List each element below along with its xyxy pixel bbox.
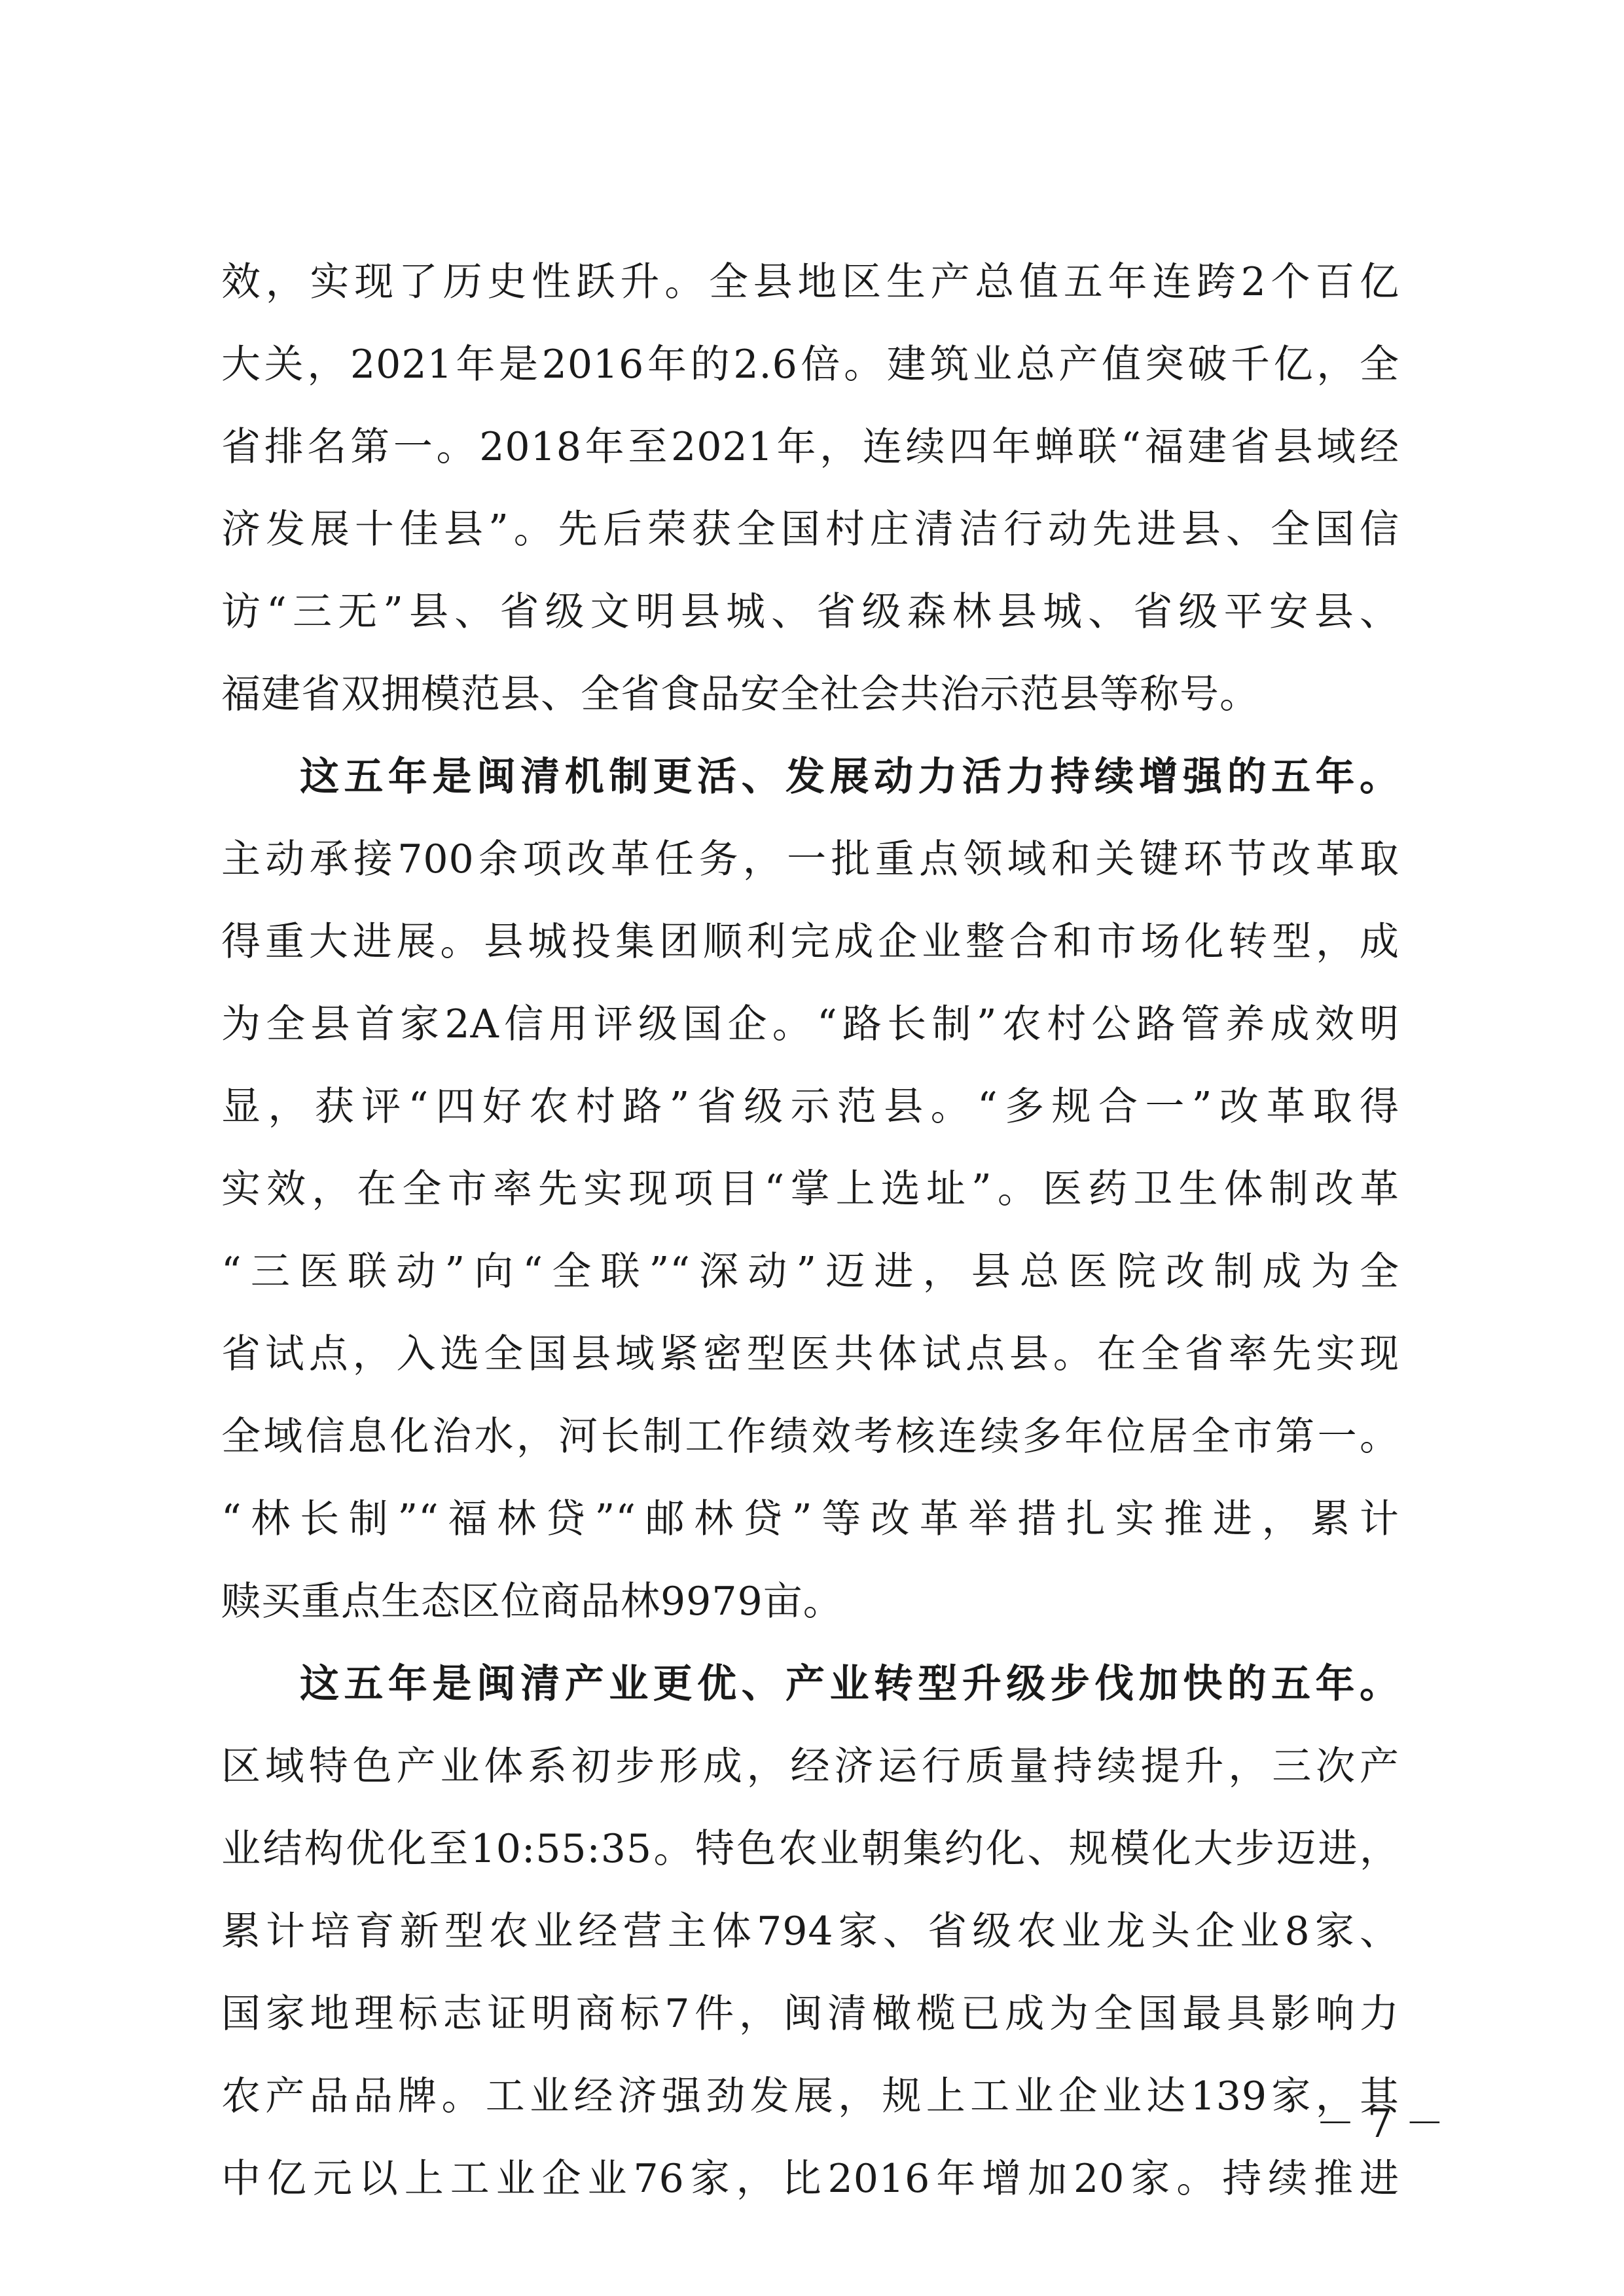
text-line: 省试点，入选全国县域紧密型医共体试点县。在全省率先实现 (221, 1331, 1399, 1377)
text-line: 显，获评“四好农村路”省级示范县。“多规合一”改革取得 (221, 1084, 1399, 1130)
paragraph-lead-sentence: 这五年是闽清产业更优、产业转型升级步伐加快的五年。 (300, 1661, 1399, 1707)
text-line: 全域信息化治水，河长制工作绩效考核连续多年位居全市第一。 (221, 1414, 1399, 1460)
text-line: 省排名第一。2018年至2021年，连续四年蝉联“福建省县域经 (221, 424, 1399, 470)
text-line: 业结构优化至10:55:35。特色农业朝集约化、规模化大步迈进， (221, 1826, 1399, 1872)
text-line: 访“三无”县、省级文明县城、省级森林县城、省级平安县、 (221, 589, 1399, 635)
body-text (221, 241, 1399, 2220)
text-line: 实效，在全市率先实现项目“掌上选址”。医药卫生体制改革 (221, 1166, 1399, 1212)
page-number: － 7 － (1316, 2101, 1445, 2147)
text-line: 区域特色产业体系初步形成，经济运行质量持续提升，三次产 (221, 1744, 1399, 1789)
text-line: 农产品品牌。工业经济强劲发展，规上工业企业达139家，其 (221, 2073, 1399, 2119)
text-line: 为全县首家2A信用评级国企。“路长制”农村公路管养成效明 (221, 1001, 1399, 1047)
text-line: “三医联动”向“全联”“深动”迈进，县总医院改制成为全 (221, 1249, 1399, 1295)
text-line: 中亿元以上工业企业76家，比2016年增加20家。持续推进 (221, 2156, 1399, 2202)
text-line: 国家地理标志证明商标7件，闽清橄榄已成为全国最具影响力 (221, 1991, 1399, 2037)
text-line: “林长制”“福林贷”“邮林贷”等改革举措扎实推进，累计 (221, 1496, 1399, 1542)
text-line: 大关，2021年是2016年的2.6倍。建筑业总产值突破千亿，全 (221, 342, 1399, 387)
paragraph-lead-sentence: 这五年是闽清机制更活、发展动力活力持续增强的五年。 (300, 754, 1399, 800)
text-line: 得重大进展。县城投集团顺利完成企业整合和市场化转型，成 (221, 919, 1399, 965)
text-line: 效，实现了历史性跃升。全县地区生产总值五年连跨2个百亿 (221, 259, 1399, 305)
text-line: 福建省双拥模范县、全省食品安全社会共治示范县等称号。 (221, 672, 1259, 717)
text-line: 济发展十佳县”。先后荣获全国村庄清洁行动先进县、全国信 (221, 507, 1399, 552)
text-line: 赎买重点生态区位商品林9979亩。 (221, 1579, 843, 1624)
text-line: 主动承接700余项改革任务，一批重点领域和关键环节改革取 (221, 836, 1399, 882)
text-line: 累计培育新型农业经营主体794家、省级农业龙头企业8家、 (221, 1909, 1399, 1954)
